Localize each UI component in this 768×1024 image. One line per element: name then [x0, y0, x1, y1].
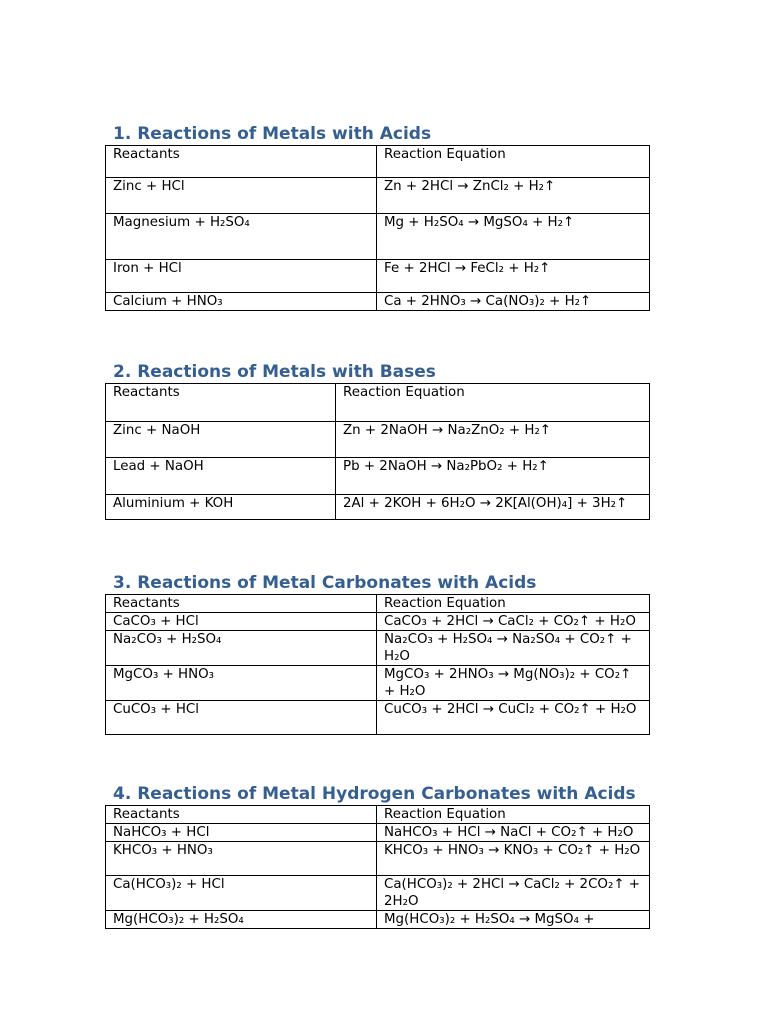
reactants-cell: Na₂CO₃ + H₂SO₄: [106, 631, 377, 666]
equation-cell: NaHCO₃ + HCl → NaCl + CO₂↑ + H₂O: [377, 824, 650, 842]
table-header-row: [106, 146, 650, 178]
table-row: [106, 876, 650, 911]
table-row: [106, 701, 650, 735]
reactions-table: [105, 145, 650, 311]
equation-cell: Mg(HCO₃)₂ + H₂SO₄ → MgSO₄ +: [377, 911, 650, 929]
equation-cell: Fe + 2HCl → FeCl₂ + H₂↑: [377, 260, 650, 293]
reactants-cell: Zinc + HCl: [106, 178, 377, 214]
reactants-cell: Iron + HCl: [106, 260, 377, 293]
column-header-reactants: Reactants: [106, 146, 377, 178]
reactions-table: [105, 805, 650, 929]
section-title: 2. Reactions of Metals with Bases: [113, 362, 436, 382]
reactions-table: [105, 594, 650, 735]
table-row: [106, 666, 650, 701]
reactants-cell: Ca(HCO₃)₂ + HCl: [106, 876, 377, 911]
column-header-reactants: Reactants: [106, 384, 336, 422]
section-metals-acids: [105, 123, 649, 311]
column-header-equation: Reaction Equation: [377, 146, 650, 178]
table-row: [106, 842, 650, 876]
table-row: [106, 631, 650, 666]
equation-cell: Zn + 2NaOH → Na₂ZnO₂ + H₂↑: [336, 422, 650, 458]
reactants-cell: MgCO₃ + HNO₃: [106, 666, 377, 701]
reactants-cell: Calcium + HNO₃: [106, 293, 377, 311]
table-row: [106, 178, 650, 214]
equation-cell: Zn + 2HCl → ZnCl₂ + H₂↑: [377, 178, 650, 214]
equation-cell: CuCO₃ + 2HCl → CuCl₂ + CO₂↑ + H₂O: [377, 701, 650, 735]
equation-cell: Pb + 2NaOH → Na₂PbO₂ + H₂↑: [336, 458, 650, 495]
column-header-equation: Reaction Equation: [377, 806, 650, 824]
reactants-cell: KHCO₃ + HNO₃: [106, 842, 377, 876]
reactants-cell: CaCO₃ + HCl: [106, 613, 377, 631]
table-header-row: [106, 384, 650, 422]
equation-cell: Ca(HCO₃)₂ + 2HCl → CaCl₂ + 2CO₂↑ + 2H₂O: [377, 876, 650, 911]
reactions-table: [105, 383, 650, 520]
section-title: 4. Reactions of Metal Hydrogen Carbonates with Acids: [113, 784, 636, 804]
reactants-cell: Magnesium + H₂SO₄: [106, 214, 377, 260]
section-title: 3. Reactions of Metal Carbonates with Acids: [113, 573, 537, 593]
reactants-cell: Zinc + NaOH: [106, 422, 336, 458]
table-row: [106, 260, 650, 293]
reactants-cell: CuCO₃ + HCl: [106, 701, 377, 735]
column-header-reactants: Reactants: [106, 595, 377, 613]
table-row: [106, 495, 650, 520]
equation-cell: CaCO₃ + 2HCl → CaCl₂ + CO₂↑ + H₂O: [377, 613, 650, 631]
reactants-cell: NaHCO₃ + HCl: [106, 824, 377, 842]
column-header-equation: Reaction Equation: [377, 595, 650, 613]
section-carbonates-acids: [105, 572, 649, 735]
table-row: [106, 422, 650, 458]
table-row: [106, 458, 650, 495]
table-row: [106, 293, 650, 311]
equation-cell: Mg + H₂SO₄ → MgSO₄ + H₂↑: [377, 214, 650, 260]
table-row: [106, 613, 650, 631]
table-row: [106, 214, 650, 260]
reactants-cell: Mg(HCO₃)₂ + H₂SO₄: [106, 911, 377, 929]
equation-cell: KHCO₃ + HNO₃ → KNO₃ + CO₂↑ + H₂O: [377, 842, 650, 876]
equation-cell: Ca + 2HNO₃ → Ca(NO₃)₂ + H₂↑: [377, 293, 650, 311]
table-header-row: [106, 806, 650, 824]
section-title: 1. Reactions of Metals with Acids: [113, 124, 432, 144]
table-row: [106, 911, 650, 929]
column-header-equation: Reaction Equation: [336, 384, 650, 422]
equation-cell: 2Al + 2KOH + 6H₂O → 2K[Al(OH)₄] + 3H₂↑: [336, 495, 650, 520]
column-header-reactants: Reactants: [106, 806, 377, 824]
section-metals-bases: [105, 361, 649, 520]
equation-cell: MgCO₃ + 2HNO₃ → Mg(NO₃)₂ + CO₂↑ + H₂O: [377, 666, 650, 701]
equation-cell: Na₂CO₃ + H₂SO₄ → Na₂SO₄ + CO₂↑ + H₂O: [377, 631, 650, 666]
reactants-cell: Aluminium + KOH: [106, 495, 336, 520]
table-header-row: [106, 595, 650, 613]
section-hydrogen-carbonates-acids: [105, 783, 649, 929]
table-row: [106, 824, 650, 842]
reactants-cell: Lead + NaOH: [106, 458, 336, 495]
